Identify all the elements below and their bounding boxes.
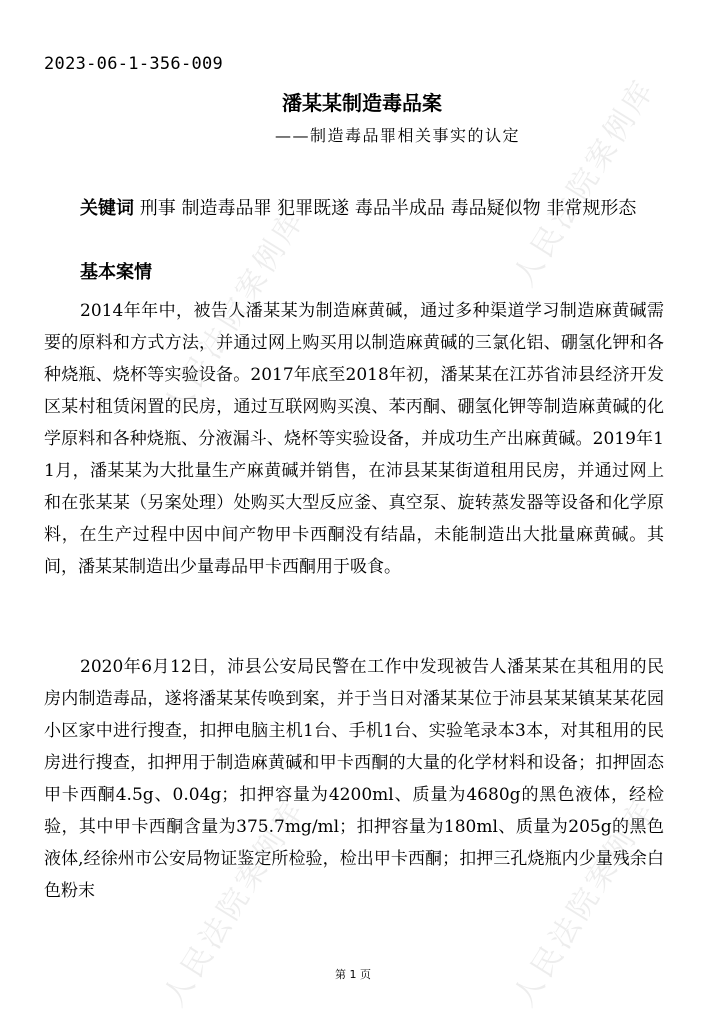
keywords-line [44, 193, 664, 225]
watermark: 人民法院案例库 [156, 792, 313, 1013]
page-number-footer: 第 1 页 [335, 968, 371, 981]
page-title: 潘某某制造毒品案 [282, 91, 442, 115]
case-number: 2023-06-1-356-009 [44, 54, 224, 74]
keywords-text: 刑事 制造毒品罪 犯罪既遂 毒品半成品 毒品疑似物 非常规形态 [134, 198, 637, 219]
keywords-label: 关键词 [80, 198, 134, 219]
body-paragraph-1: 2014年年中，被告人潘某某为制造麻黄碱，通过多种渠道学习制造麻黄碱需要的原料和方式方法，并通过网上购买用以制造麻黄碱的三氯化铝、硼氢化钾和各种烧瓶、烧杯等实验设备。2017年底至2018年初，潘某某在江苏省沛县经济开发区某村租赁闲置的民房，通过互联网购买溴、苯丙酮、硼氢化钾等制造麻黄碱的化学原料和各种烧瓶、分液漏斗、烧杯等实验设备，并成功生产出麻黄碱。2019年11月，潘某某为大批量生产麻黄碱并销售，在沛县某某街道租用民房，并通过网上和在张某某（另案处理）处购买大型反应釜、真空泵、旋转蒸发器等设备和化学原料，在生产过程中因中间产物甲卡西酮没有结晶，未能制造出大批量麻黄碱。其间，潘某某制造出少量毒品甲卡西酮用于吸食。 [44, 301, 664, 577]
watermark: 人民法院案例库 [506, 72, 663, 293]
watermark: 人民法院案例库 [156, 202, 313, 423]
page-subtitle: ——制造毒品罪相关事实的认定 [274, 126, 520, 145]
body-paragraph-2: 2020年6月12日，沛县公安局民警在工作中发现被告人潘某某在其租用的民房内制造毒品，遂将潘某某传唤到案，并于当日对潘某某位于沛县某某镇某某花园小区家中进行搜查，扣押电脑主机1台、手机1台、实验笔录本3本，对其租用的民房进行搜查，扣押用于制造麻黄碱和甲卡西酮的大量的化学材料和设备；扣押固态甲卡西酮4.5g、0.04g；扣押容量为4200ml、质量为4680g的黑色液体，经检验，其中甲卡西酮含量为375.7mg/ml；扣押容量为180ml、质量为205g的黑色液体,经徐州市公安局物证鉴定所检验，检出甲卡西酮；扣押三孔烧瓶内少量残余白色粉末 [44, 657, 664, 901]
watermark: 人民法院案例库 [506, 792, 663, 1013]
section-heading-basic-facts: 基本案情 [80, 262, 152, 283]
